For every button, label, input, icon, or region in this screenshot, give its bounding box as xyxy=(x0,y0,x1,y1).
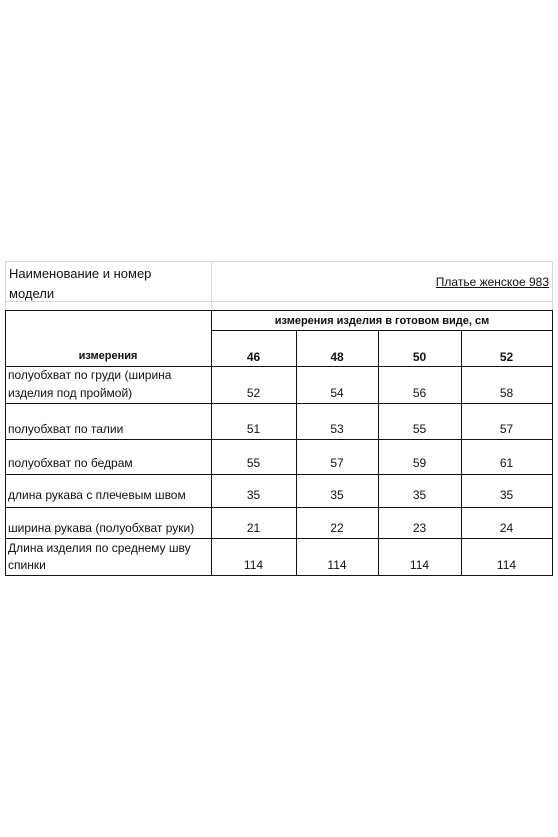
row-label: ширина рукава (полуобхват руки) xyxy=(8,521,195,535)
table-cell: 55 xyxy=(246,456,261,470)
row-header: измерения xyxy=(78,350,138,362)
row-label: полуобхват по бедрам xyxy=(8,456,133,470)
table-cell: 53 xyxy=(330,422,344,436)
table-cell: 35 xyxy=(499,488,514,502)
table-cell: 51 xyxy=(246,422,261,436)
gridline xyxy=(552,261,553,311)
table-cell: 35 xyxy=(330,488,344,502)
table-cell: 59 xyxy=(412,456,427,470)
gridline xyxy=(211,261,212,311)
table-border xyxy=(5,474,553,475)
table-cell: 24 xyxy=(499,521,514,535)
size-header-48: 48 xyxy=(330,350,344,364)
gridline xyxy=(5,261,553,262)
table-border xyxy=(378,330,379,576)
row-label: длина рукава с плечевым швом xyxy=(8,488,186,502)
table-cell: 35 xyxy=(412,488,427,502)
table-cell: 61 xyxy=(499,456,514,470)
row-label: полуобхват по талии xyxy=(8,422,124,436)
table-cell: 114 xyxy=(409,558,430,572)
table-cell: 23 xyxy=(412,521,427,535)
table-border xyxy=(552,310,553,576)
table-border xyxy=(5,575,553,576)
table-cell: 114 xyxy=(243,558,264,572)
table-border xyxy=(5,310,553,311)
row-label: Длина изделия по среднему шву xyxy=(8,541,191,555)
table-cell: 54 xyxy=(330,386,344,400)
table-cell: 58 xyxy=(499,386,514,400)
size-header-50: 50 xyxy=(412,350,427,364)
table-cell: 21 xyxy=(246,521,261,535)
table-cell: 56 xyxy=(412,386,427,400)
table-cell: 114 xyxy=(496,558,517,572)
model-name: Платье женское 983 xyxy=(435,275,549,289)
row-label: спинки xyxy=(8,558,46,572)
table-cell: 57 xyxy=(499,422,514,436)
table-border xyxy=(5,403,553,404)
table-border xyxy=(211,330,553,331)
table-border xyxy=(461,330,462,576)
row-label: изделия под проймой) xyxy=(8,386,133,400)
table-cell: 114 xyxy=(327,558,347,572)
table-border xyxy=(296,330,297,576)
table-cell: 22 xyxy=(330,521,344,535)
name-label-line1: Наименование и номер xyxy=(9,266,152,281)
gridline xyxy=(5,301,553,302)
table-cell: 55 xyxy=(412,422,427,436)
size-header-46: 46 xyxy=(246,350,261,364)
table-caption: измерения изделия в готовом виде, см xyxy=(274,315,490,327)
table-border xyxy=(5,439,553,440)
size-header-52: 52 xyxy=(499,350,514,364)
table-cell: 57 xyxy=(330,456,344,470)
table-border xyxy=(5,507,553,508)
name-label-line2: модели xyxy=(9,286,55,301)
table-cell: 35 xyxy=(246,488,261,502)
row-label: полуобхват по груди (ширина xyxy=(8,368,172,382)
gridline xyxy=(5,261,6,311)
table-cell: 52 xyxy=(246,386,261,400)
